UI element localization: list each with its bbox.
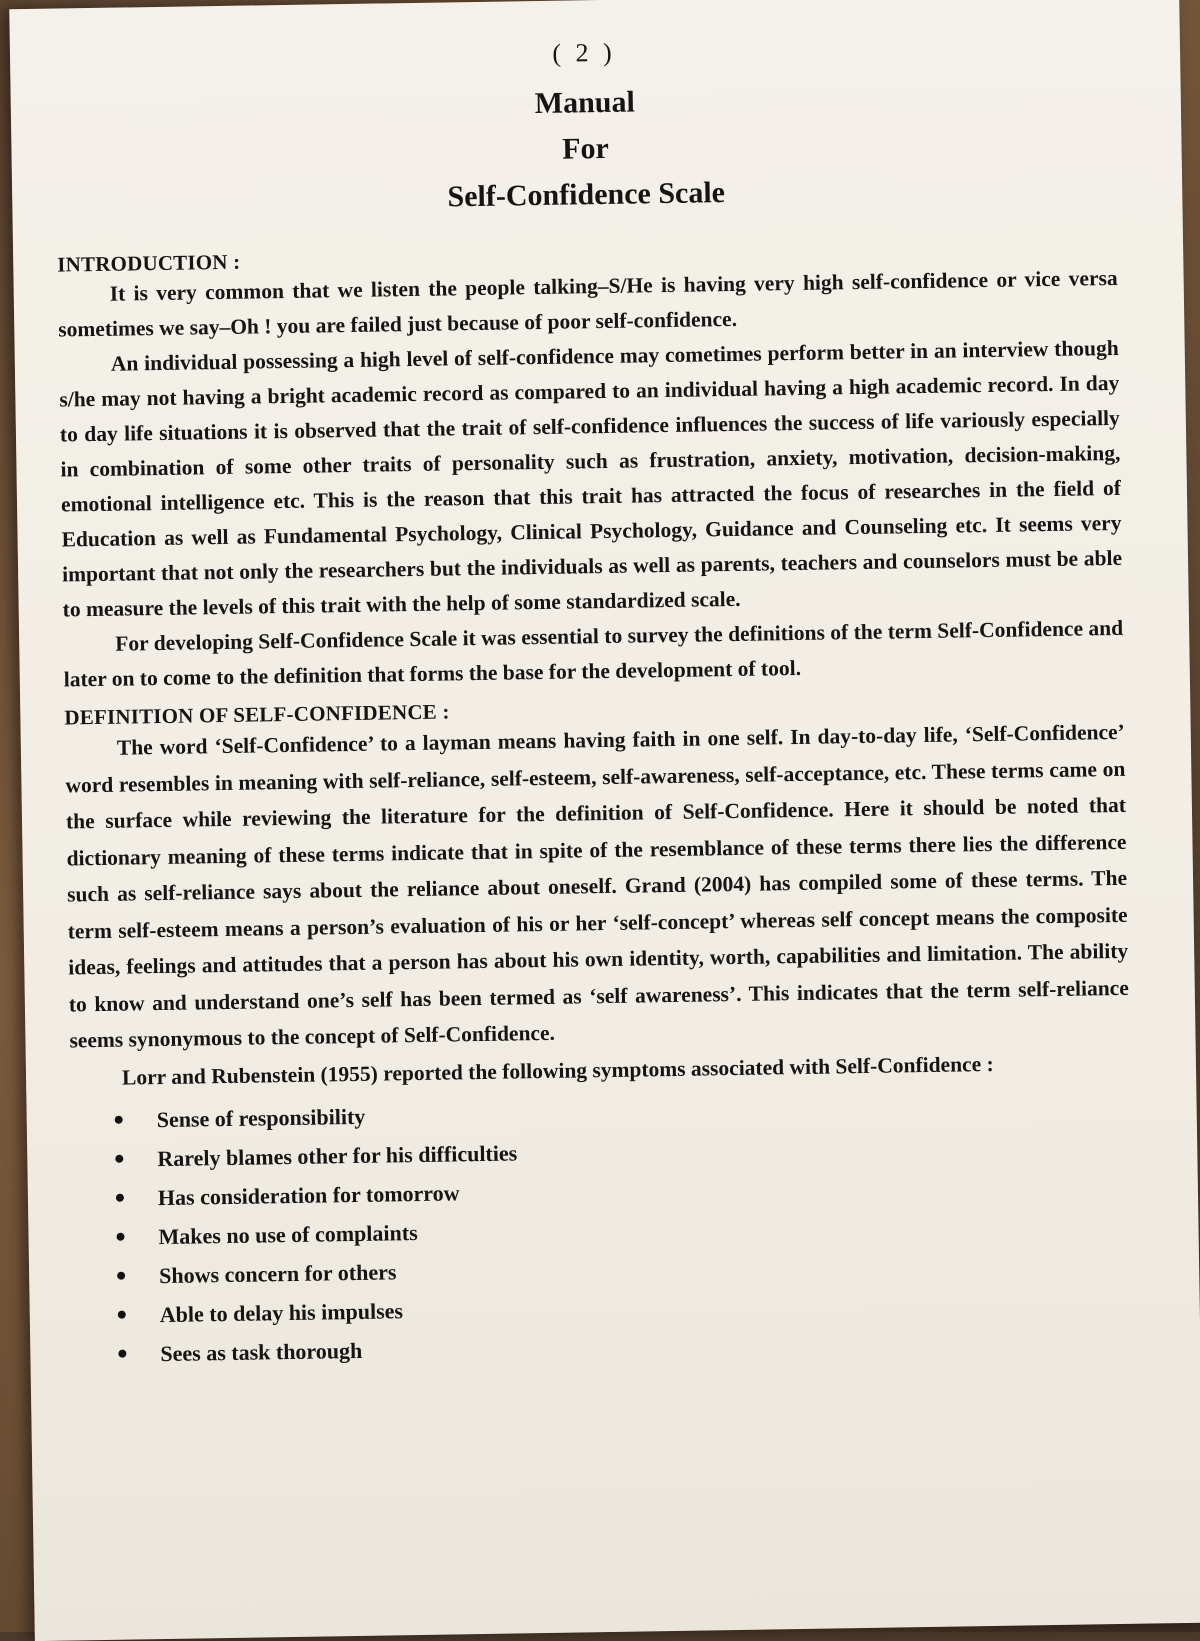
bullet-icon	[116, 1233, 124, 1241]
symptom-text: Sense of responsibility	[156, 1103, 366, 1132]
title-line-manual: Manual	[534, 85, 636, 121]
intro-paragraph-3: For developing Self-Confidence Scale it was essential to survey the definitions of the term Self-Confidence and later on to come to the definition that forms the base for the development of tool.	[63, 615, 1124, 692]
title-line-for: For	[561, 131, 610, 166]
page-number: ( 2 )	[552, 37, 616, 68]
symptom-text: Makes no use of complaints	[158, 1219, 418, 1249]
title-line-scale-name: Self-Confidence Scale	[447, 176, 726, 214]
bullet-icon	[115, 1155, 123, 1163]
bullet-icon	[118, 1311, 126, 1319]
bullet-icon	[116, 1194, 124, 1202]
bullet-icon	[115, 1116, 123, 1124]
symptom-text: Sees as task thorough	[160, 1337, 363, 1366]
symptoms-list	[70, 1084, 1134, 1374]
definition-paragraph: The word ‘Self-Confidence’ to a layman means having faith in one self. In day-to-day life, ‘Self-Confidence’ word resembles in meaning with self-reliance, self-esteem, self-awareness, self-acceptance, etc. These terms came on the surface while reviewing the literature for the definition of Self-Confidence. Here it should be noted that dictionary meaning of these terms indicate that in spite of the resemblance of these terms there lies the difference such as self-reliance says about the reliance about oneself. Grand (2004) has compiled some of these terms. The term self-esteem means a person’s evaluation of his or her ‘self-concept’ whereas self concept means the composite ideas, feelings and attitudes that a person has about his own identity, worth, capabilities and limitation. The ability to know and understand one’s self has been termed as ‘self awareness’. This indicates that the term self-reliance seems synonymous to the concept of Self-Confidence.	[65, 719, 1129, 1053]
bullet-icon	[118, 1350, 126, 1358]
page-content	[54, 30, 1135, 1374]
symptom-text: Shows concern for others	[158, 1258, 397, 1288]
intro-paragraph-1: It is very common that we listen the people talking–S/He is having very high self-confidence or vice versa sometimes we say–Oh ! you are failed just because of poor self-confidence.	[58, 265, 1118, 342]
symptoms-intro: Lorr and Rubenstein (1955) reported the following symptoms associated with Self-Confidence :	[121, 1051, 994, 1090]
symptom-text: Able to delay his impulses	[159, 1297, 404, 1327]
document-page	[9, 0, 1200, 1641]
symptom-text: Rarely blames other for his difficulties	[157, 1139, 518, 1171]
document-title	[55, 72, 1117, 227]
definition-heading: DEFINITION OF SELF-CONFIDENCE :	[64, 699, 450, 730]
bullet-icon	[117, 1272, 125, 1280]
introduction-heading: INTRODUCTION :	[57, 249, 241, 277]
symptom-text: Has consideration for tomorrow	[157, 1179, 460, 1210]
intro-paragraph-2: An individual possessing a high level of self-confidence may cometimes perform better in an interview though s/he may not having a bright academic record as compared to an individual having a high academic record. In day to day life situations it is observed that the trait of self-confidence influences the success of life variously especially in combination of some other traits of personality such as frustration, anxiety, motivation, decision-making, emotional intelligence etc. This is the reason that this trait has attracted the focus of researches in the field of Education as well as Fundamental Psychology, Clinical Psychology, Guidance and Counseling etc. It seems very important that not only the researchers but the individuals as well as parents, teachers and counselors must be able to measure the levels of this trait with the help of some standardized scale.	[59, 335, 1123, 622]
